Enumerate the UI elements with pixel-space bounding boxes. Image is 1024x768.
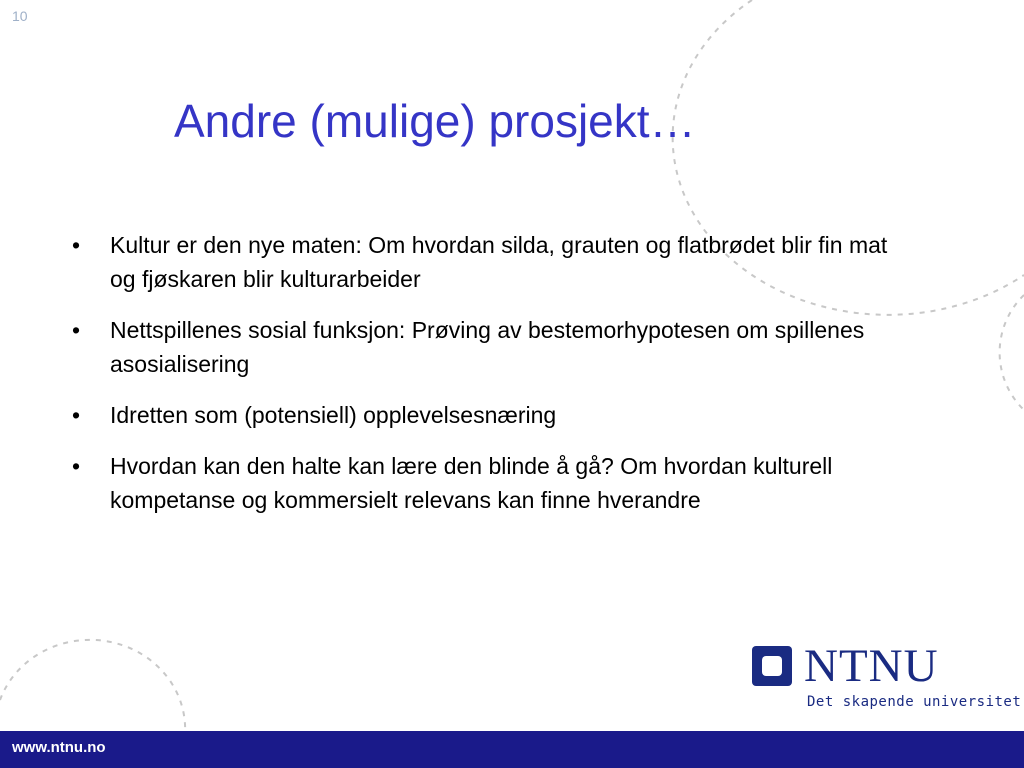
bullet-item [72, 449, 912, 517]
decor-circle-right [1000, 295, 1024, 410]
bullet-icon: • [72, 453, 81, 479]
bullet-item [72, 313, 912, 381]
bullet-icon: • [72, 232, 81, 258]
logo-tagline: Det skapende universitet [807, 694, 1022, 710]
bullet-icon: • [72, 317, 81, 343]
logo-wordmark: NTNU [804, 640, 939, 692]
bullet-text: Hvordan kan den halte kan lære den blinde å gå? Om hvordan kulturell kompetanse og kommersielt relevans kan finne hverandre [110, 453, 833, 513]
slide-number: 10 [12, 8, 28, 24]
bullet-text: Idretten som (potensiell) opplevelsesnæring [110, 402, 557, 428]
footer-url-link[interactable]: www.ntnu.no [12, 739, 106, 756]
bullet-list [72, 228, 912, 534]
logo-square-inner [762, 656, 782, 676]
bullet-item [72, 228, 912, 296]
bullet-text: Nettspillenes sosial funksjon: Prøving av bestemorhypotesen om spillenes asosialisering [110, 317, 865, 377]
footer-bar [0, 731, 1024, 768]
bullet-text: Kultur er den nye maten: Om hvordan silda, grauten og flatbrødet blir fin mat og fjøskaren blir kulturarbeider [110, 232, 888, 292]
ntnu-logo [752, 640, 1022, 716]
logo-square-icon [752, 646, 792, 686]
slide-title: Andre (mulige) prosjekt… [174, 95, 696, 147]
bullet-icon: • [72, 402, 81, 428]
bullet-item [72, 398, 912, 432]
